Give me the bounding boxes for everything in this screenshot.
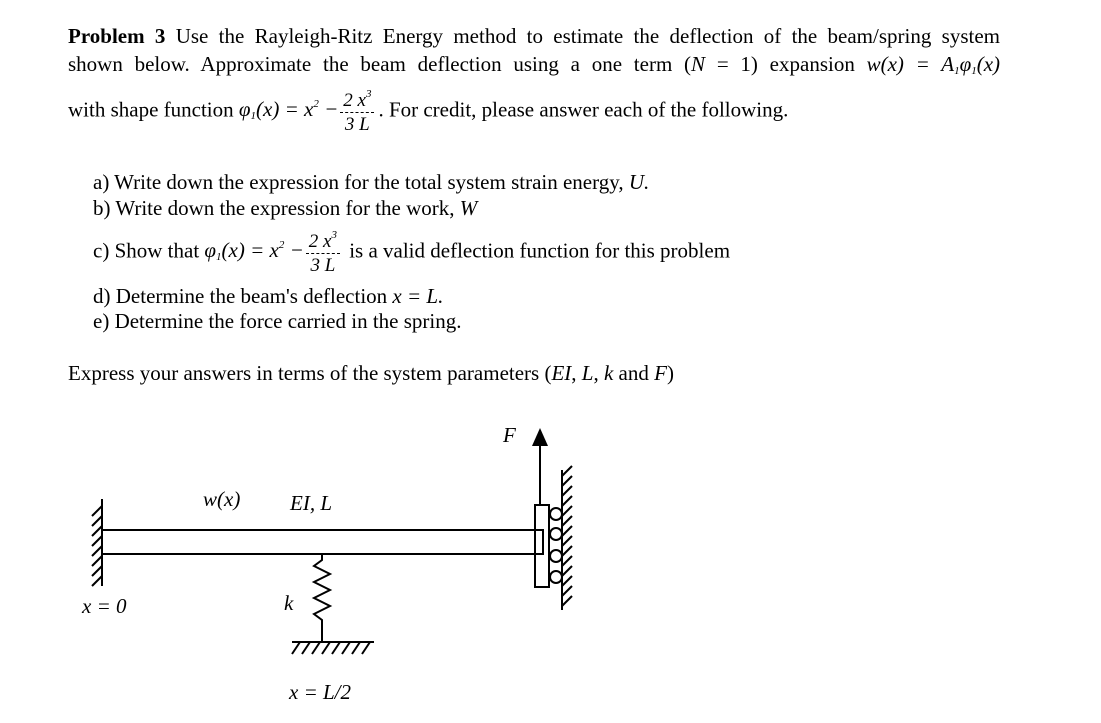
- spring-ground-hatch: [292, 642, 370, 654]
- spring-stiffness-label: k: [284, 591, 294, 615]
- question-a: a) Write down the expression for the total system strain energy, U.: [93, 170, 650, 194]
- question-b: b) Write down the expression for the work, W: [93, 196, 478, 220]
- express-line: Express your answers in terms of the system parameters (EI, L, k and F): [68, 361, 674, 385]
- c-shape-function: $\varphi_1(x) = x^2$ −: [204, 238, 304, 264]
- roller: [550, 571, 562, 583]
- credit-text: . For credit, please answer each of the following.: [378, 97, 789, 122]
- beam-properties-label: EI, L: [290, 491, 332, 515]
- left-wall-hatch: [92, 506, 102, 586]
- c-shape-fraction: $\frac{2 x^3}{3 L}$: [306, 230, 340, 275]
- deflection-label: w(x): [203, 487, 241, 511]
- question-e: e) Determine the force carried in the spring.: [93, 309, 462, 333]
- roller: [550, 550, 562, 562]
- problem-intro-2: shown below. Approximate the beam deflection using a one term (N = 1) expansion: [68, 52, 855, 76]
- roller: [550, 508, 562, 520]
- question-d: d) Determine the beam's deflection x = L.: [93, 284, 444, 308]
- force-arrow-head: [532, 428, 548, 446]
- right-wall-hatch: [562, 466, 572, 606]
- spring-position-label: x = L/2: [289, 680, 352, 704]
- roller: [550, 528, 562, 540]
- origin-label: x = 0: [82, 594, 127, 618]
- problem-label: Problem 3: [68, 24, 166, 48]
- question-c: c) Show that $\varphi_1(x) = x^2$ − $\frac{2 x^3}{3 L}$ is a valid deflection function for this problem: [93, 229, 731, 276]
- beam: [102, 530, 543, 554]
- spring: [314, 554, 330, 642]
- shape-function: $\varphi_1(x) = x^2$ −: [238, 97, 339, 123]
- shape-prefix: with shape function: [68, 97, 234, 122]
- expansion-formula: $w(x) = A_1\varphi_1(x)$: [866, 52, 1001, 77]
- shape-fraction: $\frac{2 x^3}{3 L}$: [340, 89, 374, 134]
- problem-intro-1: Use the Rayleigh-Ritz Energy method to estimate the deflection of the beam/spring system: [175, 24, 1000, 48]
- force-label: F: [503, 423, 516, 447]
